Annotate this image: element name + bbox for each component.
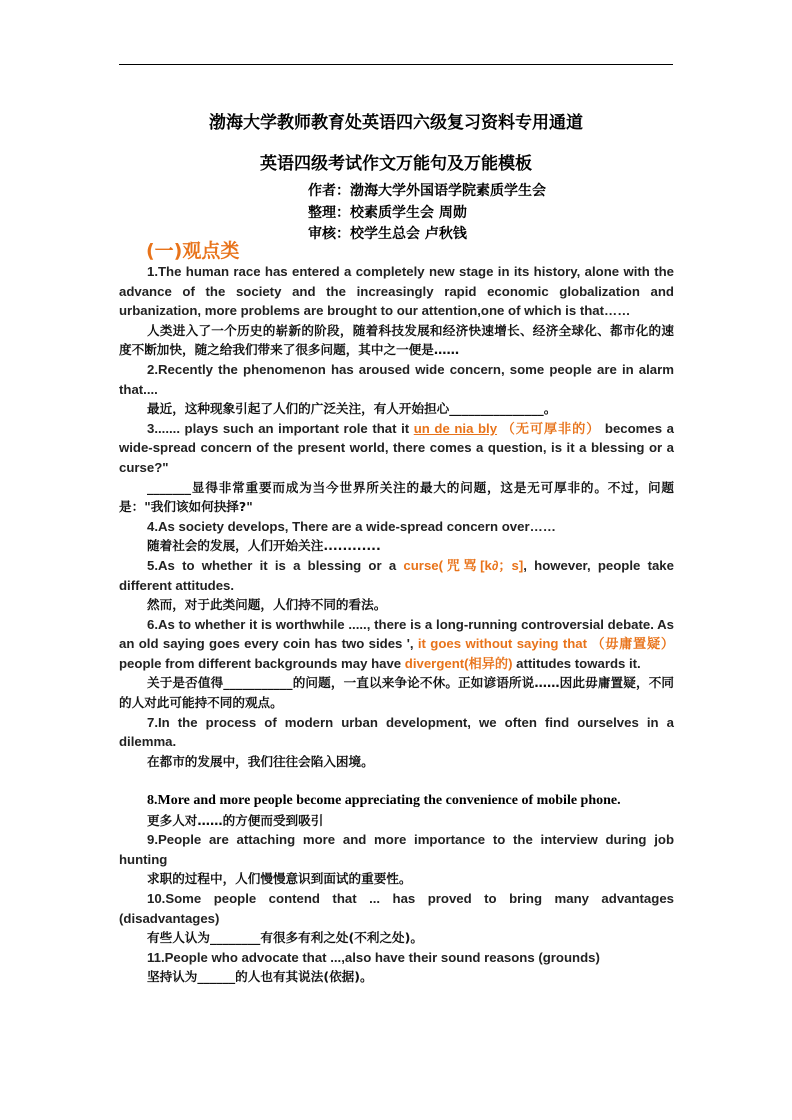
highlight-gloss: （无可厚非的） (501, 420, 601, 436)
sentence-5-text-a: 5.As to whether it is a blessing or a (147, 557, 404, 573)
sentence-5-en (119, 556, 674, 595)
sentence-8-en: 8.More and more people become appreciating the convenience of mobile phone. (147, 793, 621, 809)
sentence-9-en: 9.People are attaching more and more importance to the interview during job hunting (119, 832, 674, 867)
sentence-7-zh: 在都市的发展中，我们往往会陷入困境。 (147, 753, 374, 769)
sentence-3-en (119, 419, 674, 478)
sentence-3-text-a: 3....... plays such an important role that it (147, 420, 414, 436)
sentence-11-en: 11.People who advocate that ...,also have their sound reasons (grounds) (147, 949, 600, 965)
sentence-10-zh: 有些人认为________有很多有利之处(不利之处)。 (147, 930, 423, 946)
sentence-1-zh: 人类进入了一个历史的崭新的阶段，随着科技发展和经济快速增长、经济全球化、都市化的速度不断加快，随之给我们带来了很多问题，其中之一便是…… (119, 322, 674, 358)
reviewer-line: 审核：校学生总会 卢秋钱 (308, 226, 467, 242)
sentence-6-text-c: attitudes towards it. (512, 655, 641, 671)
sentence-3-zh: _______显得非常重要而成为当今世界所关注的最大的问题，这是无可厚非的。不过，问题是："我们该如何抉择?" (119, 479, 674, 515)
sentence-5-zh: 然而，对于此类问题，人们持不同的看法。 (147, 597, 387, 613)
author-line: 作者：渤海大学外国语学院素质学生会 (308, 183, 546, 199)
sentence-4-zh: 随着社会的发展，人们开始关注............ (147, 538, 381, 554)
editor-line: 整理：校素质学生会 周勋 (308, 205, 467, 221)
highlight-term: un de nia bly (413, 420, 498, 436)
sentence-6-en (119, 615, 674, 674)
sentence-9-zh: 求职的过程中，人们慢慢意识到面试的重要性。 (147, 871, 412, 887)
sentence-3-text-b: becomes a wide-spread concern of the present world, there comes a question, is it a blessing or a curse?" (119, 420, 674, 475)
sentence-6-text-b: people from different backgrounds may have (119, 655, 405, 671)
sentence-2-zh: 最近，这种现象引起了人们的广泛关注，有人开始担心_______________。 (147, 401, 557, 417)
paragraph-gap (119, 771, 674, 791)
header-rule (119, 64, 673, 65)
sentence-6-text-a: 6.As to whether it is worthwhile ....., there is a long-running controversial debate. As an old saying goes every coin has two sides ', (119, 616, 674, 652)
sentence-10-en: 10.Some people contend that ... has proved to bring many advantages (disadvantages) (119, 891, 674, 926)
sentence-6-zh: 关于是否值得___________的问题，一直以来争论不休。正如谚语所说……因此毋庸置疑，不同的人对此可能持不同的观点。 (119, 675, 674, 711)
section-title: (一)观点类 (146, 240, 240, 262)
highlight-term: curse(咒骂[k∂；s] (403, 557, 524, 573)
sentence-5-text-b: , however, people take different attitudes. (119, 557, 674, 593)
sentence-4-en: 4.As society develops, There are a wide-spread concern over…… (147, 518, 556, 534)
sentence-11-zh: 坚持认为______的人也有其说法(依据)。 (147, 969, 373, 985)
document-title: 渤海大学教师教育处英语四六级复习资料专用通道 (209, 113, 583, 133)
sentence-2-en: 2.Recently the phenomenon has aroused wide concern, some people are in alarm that.... (119, 361, 674, 397)
sentence-8-zh: 更多人对……的方便而受到吸引 (147, 812, 324, 828)
sentence-7-en: 7.In the process of modern urban development, we often find ourselves in a dilemma. (119, 714, 674, 750)
highlight-term: divergent(相异的) (404, 655, 513, 671)
highlight-gloss: （毋庸置疑） (591, 636, 675, 652)
document-subtitle: 英语四级考试作文万能句及万能模板 (260, 154, 532, 174)
sentence-list (119, 262, 674, 987)
sentence-1-en: 1.The human race has entered a completely new stage in its history, alone with the advance of the society and the increasingly rapid economic globalization and urbanization, more problems are brought to our attention,one of which is that…… (119, 264, 674, 319)
highlight-phrase: it goes without saying that (417, 636, 588, 652)
